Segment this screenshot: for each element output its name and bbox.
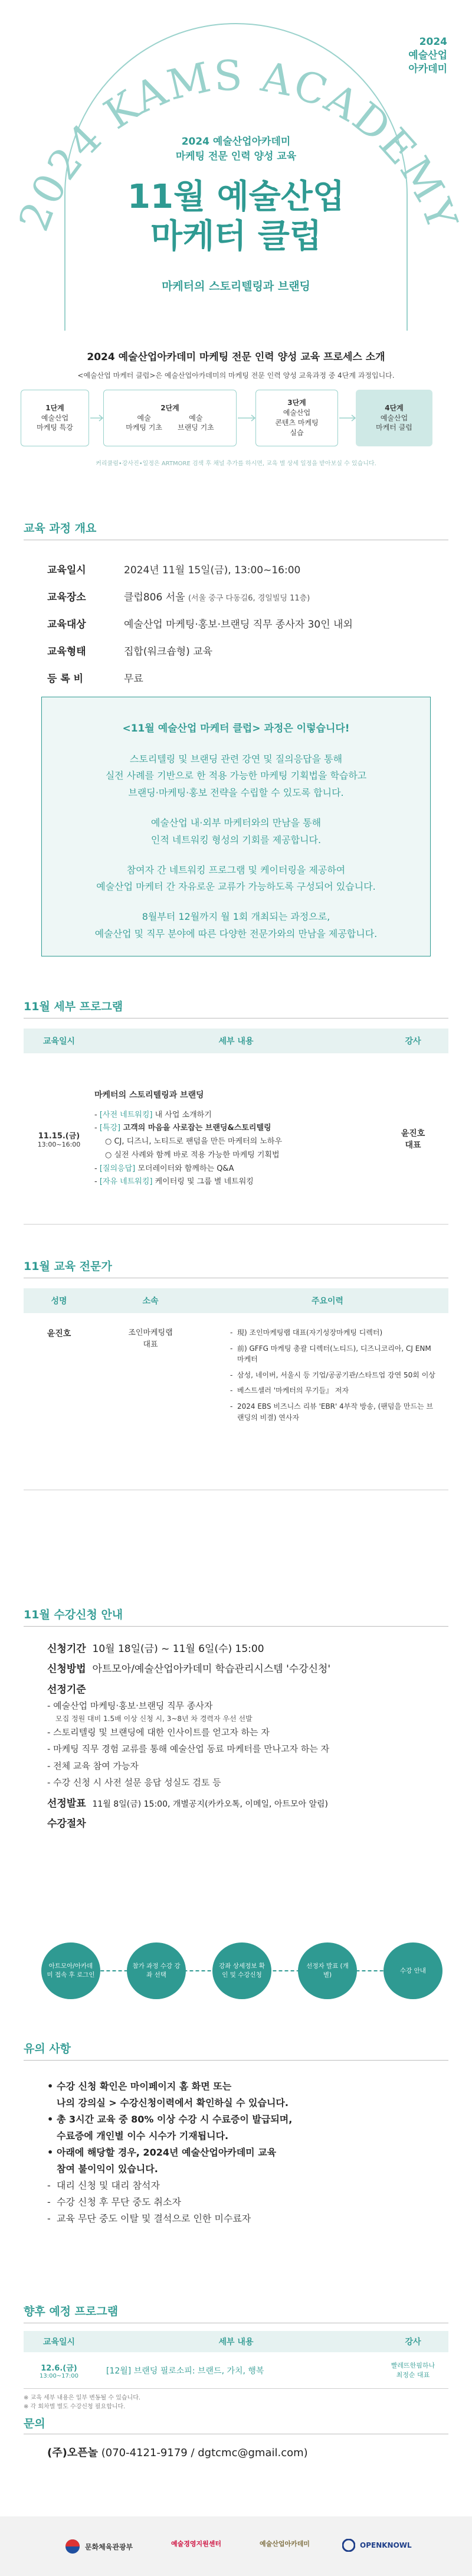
- detail-lecturer-name: 윤진호: [401, 1128, 425, 1138]
- step-1-num: 1단계: [45, 403, 64, 412]
- notice-dash-3: - 교육 무단 중도 이탈 및 결석으로 인한 미수료자: [47, 2211, 448, 2227]
- process-note: 커리큘럼•강사진•일정은 ARTMORE 검색 후 채널 추가를 하시면, 교육 별 상세 일정을 받아보실 수 있습니다.: [96, 461, 376, 467]
- detail-item-1-tag: [사전 네트워킹]: [99, 1110, 153, 1119]
- detail-item-3: - [질의응답] 모더레이터와 함께하는 Q&A: [94, 1164, 234, 1173]
- notice-1b: 나의 강의실 > 수강신청이력에서 확인하실 수 있습니다.: [57, 2097, 289, 2108]
- intro-p2a: 예술산업 내·외부 마케터와의 만남을 통해: [150, 817, 322, 828]
- detail-item-2: - [특강] 고객의 마음을 사로잡는 브랜딩&스토리텔링: [94, 1124, 271, 1133]
- upcoming-date: 12.6.(금): [41, 2363, 77, 2373]
- detail-date-cell: [24, 1129, 94, 1148]
- notice-1a: 수강 신청 확인은 마이페이지 홈 화면 또는: [57, 2081, 232, 2092]
- detail-item-1-text: 내 사업 소개하기: [152, 1110, 212, 1119]
- openknowl-icon: [342, 2539, 355, 2552]
- apply-procedure-key: 수강절차: [47, 1818, 86, 1830]
- apply-period: [47, 1641, 448, 1657]
- upcoming-lecturer-cell: [378, 2361, 448, 2379]
- upcoming-time: 13:00~17:00: [39, 2372, 78, 2379]
- step-2-num: 2단계: [160, 403, 179, 412]
- detail-lecturer-title: 대표: [405, 1140, 421, 1150]
- info-val-place-address: (서울 중구 다동길6, 경일빌딩 11층): [188, 593, 310, 603]
- upcoming-date-cell: [24, 2362, 94, 2379]
- upcoming-col-lecturer: 강사: [405, 2337, 421, 2347]
- detail-item-2-tag: [특강]: [99, 1124, 121, 1133]
- criteria-item: - 예술산업 마케팅·홍보·브랜딩 직무 종사자: [47, 1700, 213, 1712]
- info-key-place: 교육장소: [47, 591, 86, 603]
- hero-subtitle: [0, 135, 472, 164]
- logo-kams-text: 예술경영지원센터: [171, 2540, 222, 2548]
- process-section: [0, 348, 472, 467]
- intro-p4a: 8월부터 12월까지 월 1회 개최되는 과정으로,: [142, 911, 330, 923]
- badge-year: 2024: [419, 36, 447, 48]
- career-item: - 삼성, 네이버, 서울시 등 기업/공공기관/스타트업 강연 50회 이상: [230, 1370, 437, 1381]
- apply-flow: [41, 1942, 442, 1999]
- step-2-left2: 마케팅 기초: [126, 423, 162, 432]
- criteria-item: - 수강 신청 시 사전 설문 응답 성실도 검토 등: [47, 1777, 221, 1788]
- apply-heading: 11월 수강신청 안내: [24, 1608, 123, 1621]
- step-3-line2: 콘텐츠 마케팅: [275, 419, 319, 427]
- expert-col-org: 소속: [142, 1297, 159, 1306]
- notice-list: [47, 2078, 448, 2227]
- apply-method: [47, 1661, 448, 1677]
- apply-criteria-key: 선정기준: [47, 1683, 86, 1696]
- contact-info: [47, 2444, 308, 2460]
- detail-item-3-text: 모더레이터와 함께하는 Q&A: [135, 1164, 234, 1173]
- intro-p1a: 스토리텔링 및 브랜딩 관련 강연 및 질의응답을 통해: [129, 753, 343, 765]
- info-key-date: 교육일시: [47, 564, 86, 576]
- notice-item-3: [47, 2144, 448, 2177]
- career-item: - 2024 EBS 비즈니스 리뷰 'EBR' 4부작 방송, (팬덤을 만드는 브랜딩의 비결) 연사자: [230, 1401, 437, 1423]
- expert-org: [94, 1313, 206, 1490]
- detail-col-lecturer: 강사: [405, 1037, 421, 1046]
- hero-tagline: 마케터의 스토리텔링과 브랜딩: [162, 280, 310, 293]
- info-key-format: 교육형태: [47, 645, 86, 658]
- notice-dash-1: - 대리 신청 및 대리 참석자: [47, 2177, 448, 2194]
- notice-3a: 아래에 해당할 경우, 2024년 예술산업아카데미 교육: [57, 2147, 277, 2158]
- step-4-line1: 예술산업: [380, 413, 408, 422]
- hero-sub1: 2024 예술산업아카데미: [181, 136, 291, 148]
- flow-step-1: 아트모아/아카데미 접속 후 로그인: [41, 1942, 100, 1999]
- notice-item-1: [47, 2078, 448, 2111]
- mcst-emblem-icon: [65, 2539, 80, 2554]
- contact-details[interactable]: (070-4121-9179 / dgtcmc@gmail.com): [101, 2447, 308, 2459]
- criteria-item: - 스토리텔링 및 브랜딩에 대한 인사이트를 얻고자 하는 자: [47, 1726, 270, 1738]
- badge-line2: 예술산업: [408, 49, 447, 61]
- contact-company: (주)오픈놀: [47, 2447, 99, 2459]
- step-4-line2: 마케터 클럽: [376, 423, 412, 432]
- info-row-place: [47, 582, 448, 609]
- expert-heading: 11월 교육 전문가: [24, 1260, 112, 1273]
- apply-criteria-list: [47, 1697, 448, 1791]
- upcoming-table-header: [24, 2331, 448, 2352]
- detail-item-1: - [사전 네트워킹] 내 사업 소개하기: [94, 1110, 212, 1119]
- step-4-num: 4단계: [385, 403, 404, 412]
- hero-title: [0, 177, 472, 256]
- detail-col-content: 세부 내용: [218, 1037, 254, 1046]
- logo-academy: [260, 2539, 310, 2548]
- hero-sub2: 마케팅 전문 인력 양성 교육: [175, 150, 297, 162]
- expert-col-career: 주요이력: [311, 1297, 344, 1306]
- detail-item-2-text: 고객의 마음을 사로잡는 브랜딩&스토리텔링: [120, 1124, 271, 1133]
- intro-p1: [63, 751, 409, 802]
- process-title: 2024 예술산업아카데미 마케팅 전문 인력 양성 교육 프로세스 소개: [87, 351, 385, 363]
- detail-item-4: - [자유 네트워킹] 케이터링 및 그룹 별 네트워킹: [94, 1177, 254, 1187]
- flow-step-5: 수강 안내: [384, 1942, 442, 1999]
- detail-table-header: [24, 1029, 448, 1053]
- step-arrows: [21, 390, 451, 456]
- upcoming-content: [12월] 브랜딩 필로소피: 브랜드, 가치, 행복: [106, 2366, 264, 2376]
- flow-step-2: 참가 과정 수강 강좌 선택: [127, 1942, 186, 1999]
- notice-dash-2: - 수강 신청 후 무단 중도 취소자: [47, 2194, 448, 2211]
- overview-heading: 교육 과정 개요: [24, 522, 97, 535]
- detail-time: 13:00~16:00: [37, 1140, 81, 1148]
- apply-period-key: 신청기간: [47, 1643, 86, 1655]
- info-row-date: [47, 555, 448, 582]
- intro-p3: [63, 862, 409, 896]
- apply-procedure: [47, 1816, 448, 1831]
- step-1-line1: 예술산업: [41, 413, 69, 422]
- apply-announce-key: 선정발표: [47, 1797, 86, 1810]
- notice-2a: 총 3시간 교육 중 80% 이상 수강 시 수료증이 발급되며,: [57, 2114, 293, 2125]
- info-val-target: 예술산업 마케팅·홍보·브랜딩 직무 종사자 30인 내외: [124, 618, 353, 631]
- intro-p1c: 브랜딩·마케팅·홍보 전략을 수립할 수 있도록 합니다.: [128, 787, 344, 799]
- logo-openknowl-text: OPENKNOWL: [360, 2541, 412, 2549]
- logo-kams: [171, 2539, 221, 2548]
- upcoming-note-2: ※ 각 회차별 별도 수강신청 필요합니다.: [24, 2404, 126, 2410]
- info-row-fee: [47, 664, 448, 691]
- upcoming-col-date: 교육일시: [42, 2337, 76, 2347]
- info-val-date: 2024년 11월 15일(금), 13:00~16:00: [124, 564, 301, 576]
- apply-criteria: [47, 1682, 448, 1791]
- expert-name: 윤진호: [47, 1329, 71, 1338]
- hero-title1: 11월 예술산업: [127, 178, 345, 216]
- detail-item-3-tag: [질의응답]: [99, 1164, 136, 1173]
- intro-p3b: 예술산업 마케터 간 자유로운 교류가 가능하도록 구성되어 있습니다.: [96, 881, 376, 893]
- hero: [0, 0, 472, 331]
- info-row-target: [47, 609, 448, 636]
- info-val-format: 집합(워크숍형) 교육: [124, 645, 213, 658]
- apply-section: [47, 1641, 448, 1837]
- info-val-place: 클럽806 서울: [124, 591, 185, 603]
- overview-info: [47, 555, 448, 691]
- expert-table-row: [24, 1313, 448, 1490]
- intro-p2b: 인적 네트워킹 형성의 기회를 제공합니다.: [150, 834, 322, 845]
- flow-step-3: 강좌 상세정보 확인 및 수강신청: [212, 1942, 271, 1999]
- detail-heading: 11월 세부 프로그램: [24, 1000, 123, 1013]
- contact-heading: 문의: [24, 2417, 45, 2430]
- upcoming-note-1: ※ 교육 세부 내용은 일부 변동될 수 있습니다.: [24, 2395, 141, 2401]
- expert-col-name: 성명: [51, 1297, 67, 1306]
- career-item: - 베스트셀러 '마케터의 무기들』 저자: [230, 1385, 437, 1396]
- info-key-target: 교육대상: [47, 618, 86, 631]
- process-steps: [21, 390, 451, 456]
- detail-date: 11.15.(금): [38, 1131, 80, 1141]
- step-3-line1: 예술산업: [283, 409, 311, 417]
- intro-p2: [63, 815, 409, 849]
- step-2-right2: 브랜딩 기초: [178, 423, 214, 432]
- detail-sub-2: ○ 실전 사례와 함께 바로 적용 가능한 마케팅 기획법: [105, 1150, 280, 1160]
- apply-period-val: 10월 18일(금) ~ 11월 6일(수) 15:00: [92, 1643, 264, 1655]
- notice-3b: 참여 불이익이 있습니다.: [57, 2163, 158, 2175]
- upcoming-col-content: 세부 내용: [218, 2337, 254, 2347]
- intro-box: [41, 697, 431, 956]
- detail-content-cell: [94, 1080, 378, 1197]
- criteria-item: - 마케팅 직무 경험 교류를 통해 예술산업 동료 마케터를 만나고자 하는 자: [47, 1744, 330, 1755]
- career-item: - 前) GFFG 마케팅 총괄 디렉터(노티드), 디즈니코리아, CJ ENM 마케터: [230, 1343, 437, 1365]
- detail-table-row: [24, 1053, 448, 1225]
- detail-table: [24, 1029, 448, 1225]
- notice-item-2: [47, 2111, 448, 2144]
- notice-2b: 수료증에 개인별 이수 시수가 기재됩니다.: [57, 2130, 229, 2141]
- apply-announce: [47, 1796, 448, 1811]
- info-row-format: [47, 636, 448, 664]
- detail-item-4-text: 케이터링 및 그룹 별 네트워킹: [152, 1177, 254, 1187]
- footer: [0, 2516, 472, 2576]
- arc-title: 2024 KAMS ACADEMY: [9, 51, 467, 237]
- expert-org-name: 조인마케팅랩: [128, 1328, 173, 1337]
- flow-step-4: 선정자 발표 (개별): [298, 1942, 357, 1999]
- step-2-left1: 예술: [137, 413, 151, 422]
- detail-col-date: 교육일시: [42, 1037, 76, 1046]
- upcoming-table: [24, 2331, 448, 2411]
- detail-lecturer-cell: [378, 1127, 448, 1151]
- upcoming-heading: 향후 예정 프로그램: [24, 2305, 119, 2318]
- process-desc: <예술산업 마케터 클럽>은 예술산업아카데미의 마케팅 전문 인력 양성 교육과정 중 4단계 과정입니다.: [77, 371, 395, 380]
- logo-mcst: [65, 2539, 133, 2554]
- apply-divider: [24, 1626, 448, 1627]
- logo-openknowl: [342, 2539, 412, 2552]
- step-3-line3: 실습: [290, 428, 304, 437]
- upcoming-notes: [24, 2394, 448, 2411]
- step-2-right1: 예술: [189, 413, 203, 422]
- notice-heading: 유의 사항: [24, 2042, 71, 2055]
- logo-academy-text: 예술산업아카데미: [260, 2540, 310, 2548]
- expert-table: [24, 1288, 448, 1490]
- upcoming-table-row: [24, 2352, 448, 2389]
- apply-method-key: 신청방법: [47, 1663, 86, 1676]
- detail-item-4-tag: [자유 네트워킹]: [99, 1177, 153, 1187]
- apply-method-val: 아트모아/예술산업아카데미 학습관리시스템 '수강신청': [92, 1663, 331, 1676]
- step-3-num: 3단계: [287, 399, 306, 407]
- intro-p3a: 참여자 간 네트워킹 프로그램 및 케이터링을 제공하여: [126, 864, 346, 876]
- info-key-fee: 등 록 비: [47, 672, 84, 685]
- career-item: - 現) 조인마케팅랩 대표(자기성장마케팅 디렉터): [230, 1327, 437, 1338]
- criteria-item: - 전체 교육 참여 가능자: [47, 1760, 139, 1771]
- expert-career-list: [206, 1313, 448, 1490]
- intro-p4: [63, 909, 409, 943]
- detail-sub-1: ○ CJ, 디즈니, 노티드로 팬덤을 만든 마케터의 노하우: [105, 1137, 283, 1146]
- notice-divider: [24, 2060, 448, 2061]
- step-1-line2: 마케팅 특강: [37, 423, 73, 432]
- info-val-fee: 무료: [124, 672, 143, 685]
- hero-title2: 마케터 클럽: [150, 217, 322, 256]
- apply-announce-val: 11월 8일(금) 15:00, 개별공지(카카오톡, 이메일, 아트모아 알림): [92, 1799, 328, 1809]
- upcoming-lecturer-org: 빨레뜨한핌하나: [391, 2362, 435, 2370]
- intro-p4b: 예술산업 및 직무 분야에 따른 다양한 전문가와의 만남을 제공합니다.: [94, 928, 378, 939]
- intro-p1b: 실전 사례를 기반으로 한 적용 가능한 마케팅 기획법을 학습하고: [105, 770, 367, 782]
- badge-line3: 아카데미: [408, 63, 447, 75]
- hero-badge: [408, 35, 447, 76]
- upcoming-lecturer-name: 최정순 대표: [396, 2371, 430, 2379]
- expert-table-header: [24, 1288, 448, 1313]
- logo-mcst-text: 문화체육관광부: [85, 2542, 133, 2551]
- detail-topic: 마케터의 스토리텔링과 브랜딩: [94, 1091, 204, 1100]
- criteria-note: 모집 정원 대비 1.5배 이상 신청 시, 3~8년 차 경력자 우선 선발: [55, 1714, 253, 1723]
- expert-org-title: 대표: [143, 1340, 158, 1349]
- intro-title: <11월 예술산업 마케터 클럽> 과정은 이렇습니다!: [122, 723, 350, 734]
